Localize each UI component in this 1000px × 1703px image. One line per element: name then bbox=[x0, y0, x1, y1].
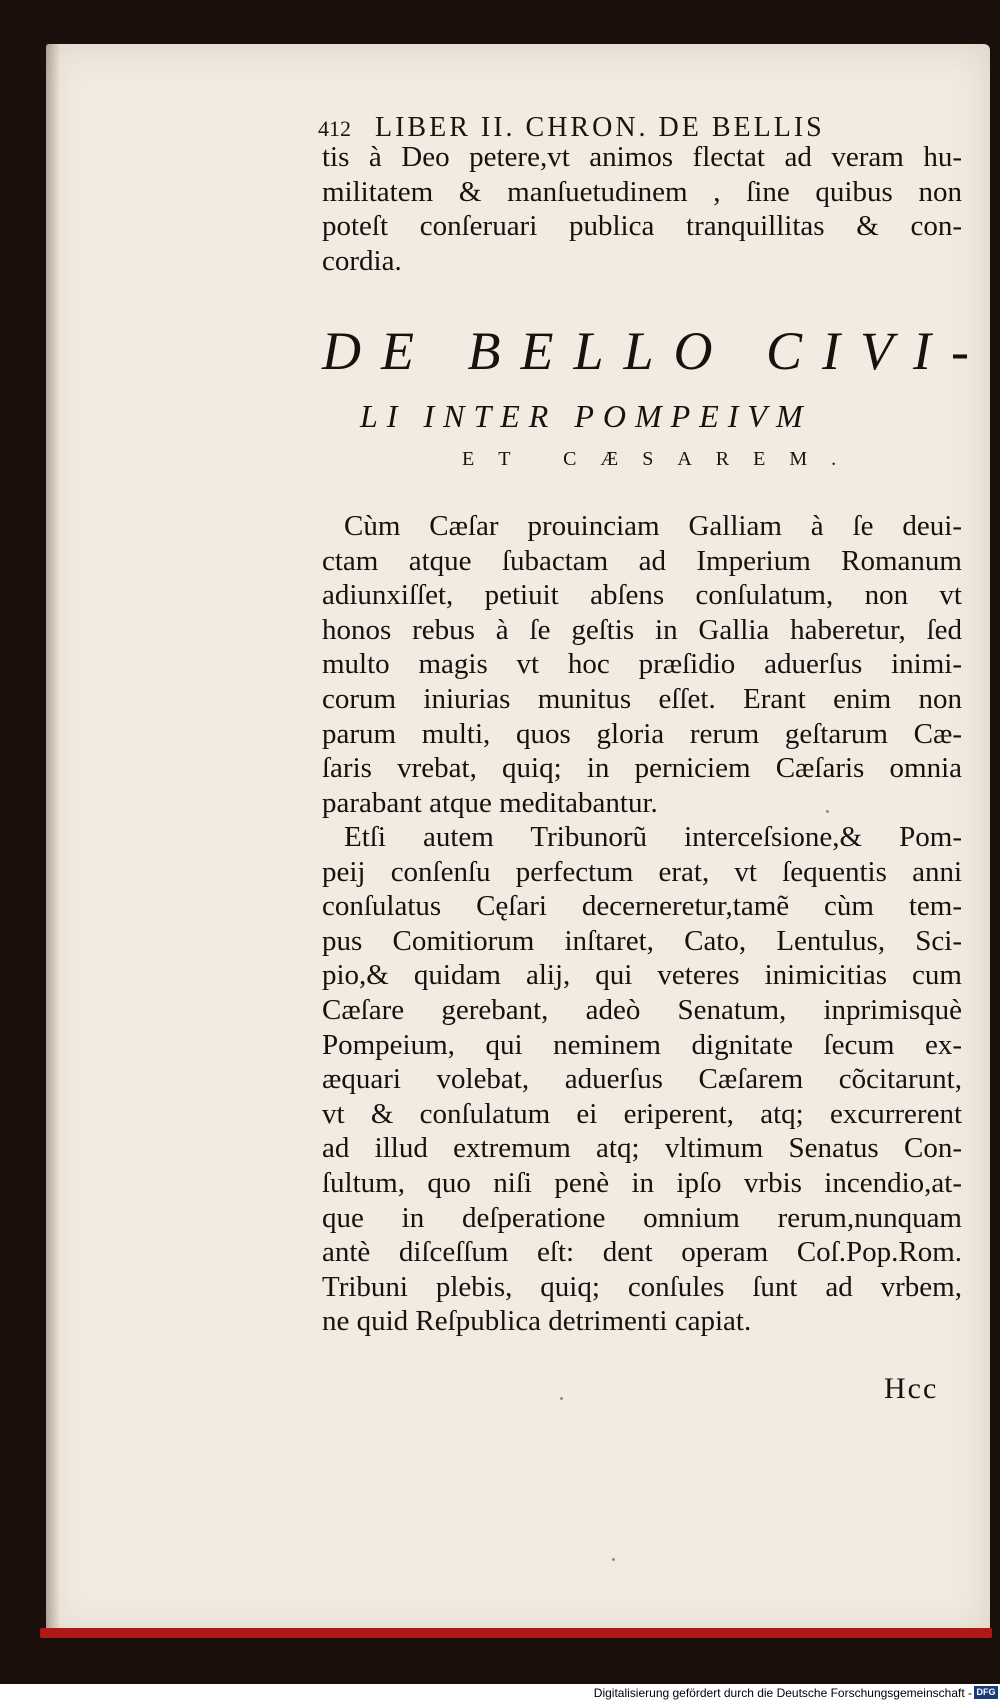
text-line: militatem & manſuetudinem , ſine quibus non bbox=[322, 175, 962, 208]
text-line: ſaris vrebat, quiq; in perniciem Cæſaris omnia bbox=[322, 752, 962, 785]
paper-speck bbox=[826, 810, 829, 813]
paper-speck bbox=[560, 1397, 563, 1400]
text-line: pio,& quidam alij, qui veteres inimicitias cum bbox=[322, 959, 962, 992]
catchword: Hcc bbox=[884, 1372, 939, 1405]
text-line: ſultum, quo niſi penè in ipſo vrbis incendio,at- bbox=[322, 1166, 962, 1199]
text-line: Tribuni plebis, quiq; conſules ſunt ad vrbem, bbox=[322, 1270, 962, 1303]
text-line: æquari volebat, aduerſus Cæſarem cõcitarunt, bbox=[322, 1063, 962, 1096]
paragraph-2 bbox=[322, 820, 962, 1339]
text-line: corum iniurias munitus eſſet. Erant enim non bbox=[322, 682, 962, 715]
paragraph-1 bbox=[322, 509, 962, 820]
page-gutter-shadow bbox=[46, 44, 60, 1636]
text-line: conſulatus Cęſari decerneretur,tamẽ cùm tem- bbox=[322, 890, 962, 923]
text-line: peij conſenſu perfectum erat, vt ſequentis anni bbox=[322, 855, 962, 888]
text-line: antè diſceſſum eſt: dent operam Coſ.Pop.Rom. bbox=[322, 1236, 962, 1269]
intro-paragraph bbox=[322, 140, 962, 278]
paper-speck bbox=[612, 1558, 615, 1561]
text-line: parum multi, quos gloria rerum geſtarum Cæ- bbox=[322, 717, 962, 750]
text-line: poteſt conſeruari publica tranquillitas & con- bbox=[322, 210, 962, 243]
text-line: tis à Deo petere,vt animos flectat ad veram hu- bbox=[322, 141, 962, 173]
text-line: parabant atque meditabantur. bbox=[322, 786, 658, 819]
dfg-logo-icon: DFG bbox=[974, 1686, 998, 1699]
text-line: adiunxiſſet, petiuit abſens conſulatum, non vt bbox=[322, 579, 962, 612]
text-line: Etſi autem Tribunorũ interceſsione,& Pom- bbox=[344, 821, 962, 853]
text-line: Cæſare gerebant, adeò Senatum, inprimisquè bbox=[322, 993, 962, 1026]
text-line: honos rebus à ſe geſtis in Gallia haberetur, ſed bbox=[322, 613, 962, 646]
text-line: Cùm Cæſar prouinciam Galliam à ſe deui- bbox=[344, 510, 962, 542]
text-line: vt & conſulatum ei eriperent, atq; excurrerent bbox=[322, 1097, 962, 1130]
text-line: multo magis vt hoc præſidio aduerſus inimi- bbox=[322, 648, 962, 681]
text-line: pus Comitiorum inſtaret, Cato, Lentulus, Sci- bbox=[322, 924, 962, 957]
section-heading-line-2: LI INTER POMPEIVM bbox=[360, 398, 812, 434]
text-line: cordia. bbox=[322, 244, 402, 277]
red-page-edge bbox=[40, 1628, 992, 1638]
section-heading-line-3: ET CÆSAREM. bbox=[462, 448, 861, 470]
text-line: Pompeium, qui neminem dignitate ſecum ex- bbox=[322, 1028, 962, 1061]
text-line: ne quid Reſpublica detrimenti capiat. bbox=[322, 1305, 752, 1338]
text-line: ctam atque ſubactam ad Imperium Romanum bbox=[322, 544, 962, 577]
text-line: que in deſperatione omnium rerum,nunquam bbox=[322, 1201, 962, 1234]
page-number: 412 bbox=[318, 116, 351, 141]
running-title: LIBER II. CHRON. DE BELLIS bbox=[375, 112, 825, 143]
text-line: ad illud extremum atq; vltimum Senatus Con- bbox=[322, 1132, 962, 1165]
funding-credit: Digitalisierung gefördert durch die Deutsche Forschungsgemeinschaft - bbox=[593, 1686, 972, 1700]
section-heading-line-1: DE BELLO CIVI- bbox=[322, 321, 989, 381]
